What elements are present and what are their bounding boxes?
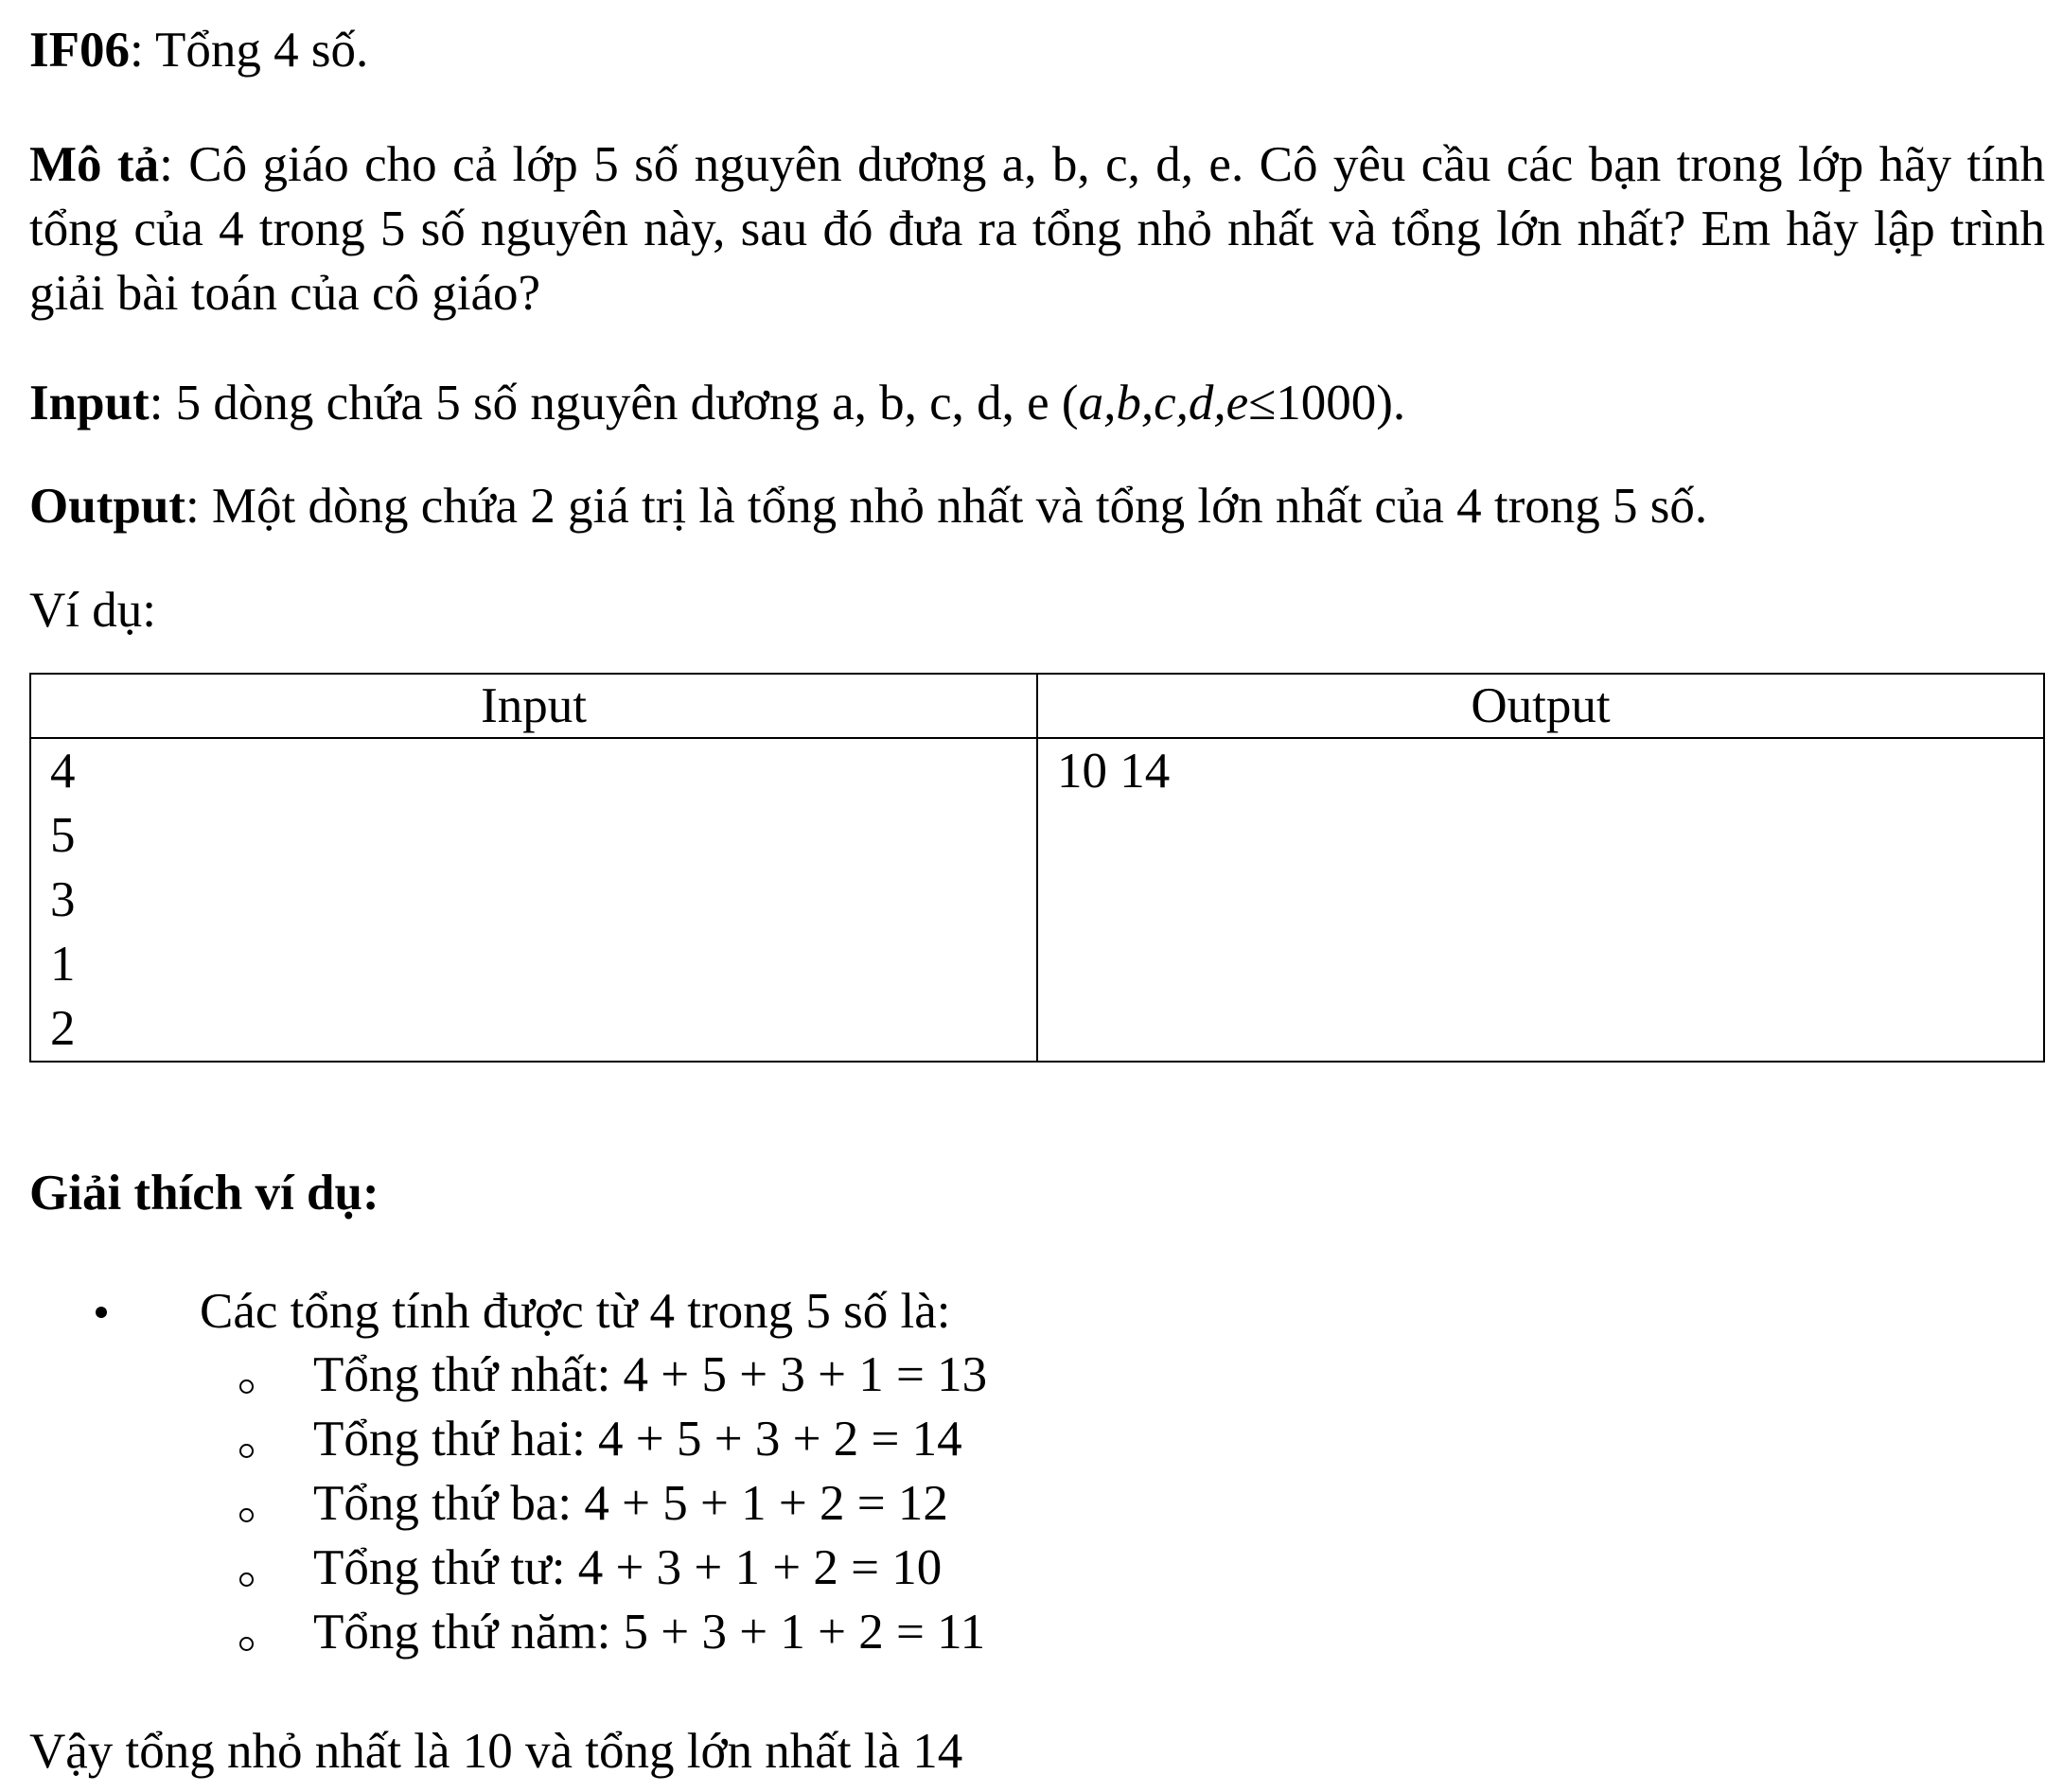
sub-list-item [239,1408,1754,1472]
example-output-cell [1037,738,2044,1062]
output-text: : Một dòng chứa 2 giá trị là tổng nhỏ nhất và tổng lớn nhất của 4 trong 5 số. [185,479,1708,534]
input-line: 5 [50,808,76,863]
input-text: : 5 dòng chứa 5 số nguyên dương a, b, c, d, e ( [149,376,1079,430]
output-line: 10 14 [1057,744,1171,799]
bullet-dot-icon [96,1307,107,1318]
input-label: Input [29,376,150,430]
input-constraint-tail: ≤1000). [1248,376,1406,430]
sub-list-item [239,1601,1754,1665]
explanation-heading-text: Giải thích ví dụ: [29,1166,379,1221]
sub-list-text: Tổng thứ ba: 4 + 5 + 1 + 2 = 12 [313,1476,948,1531]
circle-bullet-icon [239,1379,254,1394]
example-table [29,673,2045,1063]
problem-name: : Tổng 4 số. [130,23,369,78]
description-text: : Cô giáo cho cả lớp 5 số nguyên dương a, b, c, d, e. Cô yêu cầu các bạn trong lớp hãy tính tổng của 4 trong 5 số nguyên này, sau đó đưa ra tổng nhỏ nhất và tổng lớn nhất? Em hãy lập trình giải bài toán của cô giáo? [29,137,2045,321]
example-input-cell [30,738,1037,1062]
circle-bullet-icon [239,1637,254,1651]
problem-title [29,19,2045,81]
table-row [30,738,2044,1062]
sub-list-item [239,1344,1754,1408]
bullet-text: Các tổng tính được từ 4 trong 5 số là: [200,1284,951,1339]
input-line: 3 [50,872,76,927]
input-constraint-vars: a,b,c,d,e [1078,376,1249,430]
input-spec [29,372,2045,434]
input-line: 2 [50,1001,76,1056]
circle-bullet-icon [239,1508,254,1522]
header-output: Output [1037,674,2044,738]
problem-code: IF06 [29,23,130,78]
sub-list-item [239,1472,1754,1537]
table-header-row [30,674,2044,738]
example-label: Ví dụ: [29,583,156,638]
explanation-heading [29,1162,2045,1224]
conclusion-text: Vậy tổng nhỏ nhất là 10 và tổng lớn nhất là 14 [29,1724,963,1779]
output-spec [29,475,2045,537]
header-input: Input [30,674,1037,738]
input-line: 4 [50,744,76,799]
input-line: 1 [50,937,76,992]
description-paragraph [29,132,2045,325]
circle-bullet-icon [239,1572,254,1587]
circle-bullet-icon [239,1444,254,1458]
sub-list-text: Tổng thứ tư: 4 + 3 + 1 + 2 = 10 [313,1540,943,1595]
sub-list-text: Tổng thứ năm: 5 + 3 + 1 + 2 = 11 [313,1605,986,1660]
sub-list-item [239,1537,1754,1601]
description-label: Mô tả [29,137,160,192]
sub-list-text: Tổng thứ hai: 4 + 5 + 3 + 2 = 14 [313,1412,962,1467]
sub-list-text: Tổng thứ nhất: 4 + 5 + 3 + 1 = 13 [313,1347,988,1402]
output-label: Output [29,479,185,534]
